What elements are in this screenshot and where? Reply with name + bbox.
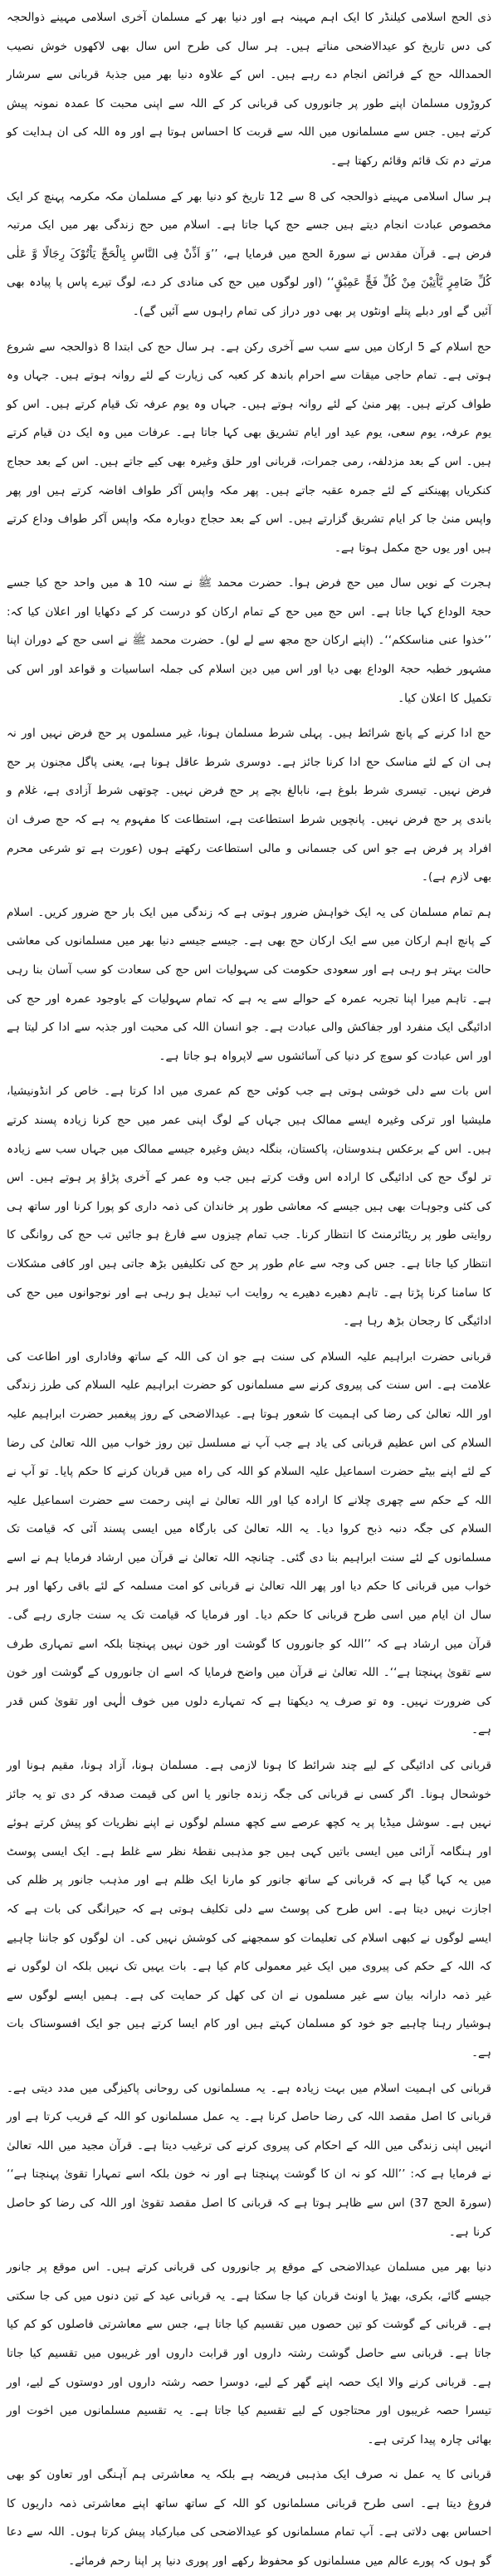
paragraph-hajj-conditions: حج ادا کرنے کے پانچ شرائط ہیں۔ پہلی شرط مسلمان ہونا، غیر مسلموں پر حج فرض نہیں اور نہ ہی ان کے لئے مناسک حج ادا کرنا جائز ہے۔ دوسری شرط عاقل ہونا ہے، یعنی پاگل مجنون پر حج فرض نہیں۔ تیسری شرط بلوغ ہے، نابالغ بچے پر حج فرض نہیں۔ چوتھی شرط آزادی ہے، غلام و باندی پر حج فرض نہیں۔ پانچویں شرط استطاعت ہے، استطاعت کا مفہوم یہ ہے کہ حج صرف ان افراد پر فرض ہے جو اس کی جسمانی و مالی استطاعت رکھتے ہوں (عورت ہے تو شرعی محرم بھی لازم ہے)۔ [7,727,491,884]
paragraph-farewell-hajj: ہجرت کے نویں سال میں حج فرض ہوا۔ حضرت محمد ﷺ نے سنہ 10 ھ میں واحد حج کیا جسے حجۃ الوداع کہا جاتا ہے۔ اس حج میں حج کے تمام ارکان کو درست کر کے دکھایا اور اعلان کیا کہ: ’’خذوا عنی مناسککم‘‘۔ (اپنے ارکان حج مجھ سے لے لو)۔ حضرت محمد ﷺ نے اسی حج کے دوران اپنا مشہور خطبہ حجۃ الوداع بھی دیا اور اس میں دین اسلام کی جملہ اساسیات و قواعد اور اس کی تکمیل کا اعلان کیا۔ [7,576,492,705]
paragraph-dhul-hijjah-intro: ذی الحج اسلامی کیلنڈر کا ایک اہم مہینہ ہے اور دنیا بھر کے مسلمان آخری اسلامی مہینے ذوالحجہ کی دس تاریخ کو عیدالاضحی مناتے ہیں۔ ہر سال کی طرح اس سال بھی لاکھوں خوش نصیب الحمداللہ حج کے فرائض انجام دے رہے ہیں۔ اس کے علاوہ دنیا بھر میں جذبۂ قربانی سے سرشار کروڑوں مسلمان اپنے طور پر جانوروں کی قربانی کر کے اللہ سے اپنی محبت کا عمدہ نمونہ پیش کرتے ہیں۔ جس سے مسلمانوں میں اللہ سے قربت کا احساس ہوتا ہے اور وہ اللہ کی ان ہدایت کو مرتے دم تک قائم وقائم رکھتا ہے۔ [7,11,491,168]
paragraph-hajj-description: ہر سال اسلامی مہینے ذوالحجہ کی 8 سے 12 تاریخ کو دنیا بھر کے مسلمان مکہ مکرمہ پہنچ کر ایک مخصوص عبادت انجام دیتے ہیں جسے حج کہا جاتا ہے۔ اسلام میں حج زندگی بھر میں ایک مرتبہ فرض ہے۔ قرآن مقدس نے سورۃ الحج میں فرمایا ہے، ’’وَ اَذِّنْ فِی النَّاسِ بِالْحَجِّ یَاْتُوْکَ رِجَالًا وَّ عَلٰی کُلِّ ضَامِرٍ یَّاْتِیْنَ مِنْ کُلِّ فَجٍّ عَمِیْقٍ‘‘ (اور لوگوں میں حج کی منادی کر دے، لوگ تیرے پاس پا پیادہ بھی آئیں گے اور دبلے پتلے اونٹوں پر بھی دور دراز کی تمام راہوں سے آئیں گے)۔ [7,189,491,318]
paragraph-hajj-wish: ہم تمام مسلمان کی یہ ایک خواہش ضرور ہوتی ہے کہ زندگی میں ایک بار حج ضرور کریں۔ اسلام کے پانچ اہم ارکان میں سے ایک ارکان حج بھی ہے۔ جیسے جیسے دنیا بھر میں مسلمانوں کی معاشی حالت بہتر ہو رہی ہے اور سعودی حکومت کی سہولیات اس حج کی سعادت کو سب آسان بنا رہی ہے۔ تاہم میرا اپنا تجربہ عمرہ کے حوالے سے یہ ہے کہ تمام سہولیات کے باوجود عمرہ اور حج کی ادائیگی ایک منفرد اور جفاکش والی عبادت ہے۔ جو انسان اللہ کی محبت اور جذبہ سے ادا کر لیتا ہے اور اس عبادت کو سوچ کر دنیا کی آسائشوں سے لاپرواہ ہو جاتا ہے۔ [7,905,491,1063]
paragraph-young-pilgrims: اس بات سے دلی خوشی ہوتی ہے جب کوئی حج کم عمری میں ادا کرتا ہے۔ خاص کر انڈونیشیا، ملیشیا اور ترکی وغیرہ ایسے ممالک ہیں جہاں کے لوگ اپنی عمر میں حج کرنا زیادہ پسند کرتے ہیں۔ اس کے برعکس ہندوستان، پاکستان، بنگلہ دیش وغیرہ جیسے ممالک میں جہاں سب سے زیادہ تر لوگ حج کی ادائیگی کا ارادہ اس وقت کرتے ہیں جب وہ عمر کے آخری پڑاؤ پر ہوتے ہیں۔ اس کی کئی وجوہات بھی ہیں جیسے کہ معاشی طور پر خاندان کی ذمہ داری کو پورا کرنا اور ساتھ ہی روایتی طور پر ریٹائرمنٹ کا انتظار کرنا۔ جب تمام چیزوں سے فارغ ہو جائیں تب حج کی روانگی کا انتظار کیا جاتا ہے۔ جس کی وجہ سے عام طور پر حج کی تکلیفیں بڑھ جاتی ہیں اور کافی مشکلات کا سامنا کرنا پڑتا ہے۔ تاہم دھیرے دھیرے یہ روایت اب تبدیل ہو رہی ہے اور نوجوانوں میں حج کی ادائیگی کا رجحان بڑھ رہا ہے۔ [7,1085,491,1329]
paragraph-meat-distribution: دنیا بھر میں مسلمان عیدالاضحی کے موقع پر جانوروں کی قربانی کرتے ہیں۔ اس موقع پر جانور جیسے گائے، بکری، بھیڑ یا اونٹ قربان کیا جا سکتا ہے۔ یہ قربانی عید کے تین دنوں میں کی جا سکتی ہے۔ قربانی کے گوشت کو تین حصوں میں تقسیم کیا جاتا ہے، جس سے معاشرتی فاصلوں کو کم کیا جاتا ہے۔ قربانی سے حاصل گوشت رشتہ داروں اور قرابت داروں اور غریبوں میں تقسیم کیا جاتا ہے۔ قربانی کرنے والا ایک حصہ اپنے گھر کے لیے، دوسرا حصہ رشتہ داروں اور دوستوں کے لیے، اور تیسرا حصہ غریبوں اور محتاجوں کے لیے تقسیم کیا جاتا ہے۔ یہ تقسیم مسلمانوں میں اخوت اور بھائی چارہ پیدا کرتی ہے۔ [7,2260,491,2446]
paragraph-sacrifice-importance: قربانی کی اہمیت اسلام میں بہت زیادہ ہے۔ یہ مسلمانوں کی روحانی پاکیزگی میں مدد دیتی ہے۔ قربانی کا اصل مقصد اللہ کی رضا حاصل کرنا ہے۔ یہ عمل مسلمانوں کو اللہ کے قریب کرتا ہے اور انہیں اپنی زندگی میں اللہ کے احکام کی پیروی کرنے کی ترغیب دیتا ہے۔ قرآن مجید میں اللہ تعالیٰ نے فرمایا ہے کہ: ’’اللہ کو نہ ان کا گوشت پہنچتا ہے اور نہ خون بلکہ اسے تمہارا تقویٰ پہنچتا ہے‘‘ (سورۃ الحج 37) اس سے ظاہر ہوتا ہے کہ قربانی کا اصل مقصد تقویٰ اور اللہ کی رضا کو حاصل کرنا ہے۔ [7,2081,491,2239]
paragraph-sacrifice-sunnah: قربانی حضرت ابراہیم علیہ السلام کی سنت ہے جو ان کی اللہ کے ساتھ وفاداری اور اطاعت کی علامت ہے۔ اس سنت کی پیروی کرنے سے مسلمانوں کو حضرت ابراہیم علیہ السلام کی طرز زندگی اور اللہ تعالیٰ کی رضا کی اہمیت کا شعور ہوتا ہے۔ عیدالاضحی کے روز پیغمبر حضرت ابراہیم علیہ السلام کی اس عظیم قربانی کی یاد ہے جب آپ نے مسلسل تین روز خواب میں اللہ تعالیٰ کی رضا کے لئے اپنے بیٹے حضرت اسماعیل علیہ السلام کو اللہ کی راہ میں قربان کرنے کا حکم پایا۔ تو آپ نے اللہ کے حکم سے چھری چلانے کا ارادہ کیا اور اللہ تعالیٰ نے اپنی رحمت سے حضرت اسماعیل علیہ السلام کی جگہ دنبہ ذبح کروا دیا۔ یہ اللہ تعالیٰ کی بارگاہ میں ایسی پسند آئی کہ قیامت تک مسلمانوں کے لئے سنت ابراہیم بنا دی گئی۔ چنانچہ اللہ تعالیٰ نے قرآن میں ارشاد فرمایا ہم نے اسے خواب میں قربانی کا حکم دیا اور پھر اللہ تعالیٰ نے قربانی کو امت مسلمہ کے لئے باقی رکھا اور ہر سال ان ایام میں اسی طرح قربانی کا حکم دیا۔ اور فرمایا کہ قیامت تک یہ سنت جاری رہے گی۔ قرآن میں ارشاد ہے کہ ’’اللہ کو جانوروں کا گوشت اور خون نہیں پہنچتا بلکہ اسے تمہاری طرف سے تقویٰ پہنچتا ہے‘‘۔ اللہ تعالیٰ نے قرآن میں واضح فرمایا کہ اسے ان جانوروں کے گوشت اور خون کی ضرورت نہیں۔ وہ تو صرف یہ دیکھتا ہے کہ تمہارے دلوں میں خوف الٰہی اور تقویٰ کس قدر ہے۔ [7,1349,491,1737]
paragraph-closing-greetings: قربانی کا یہ عمل نہ صرف ایک مذہبی فریضہ ہے بلکہ یہ معاشرتی ہم آہنگی اور تعاون کو بھی فروغ دیتا ہے۔ اسی طرح قربانی مسلمانوں کو اللہ کے ساتھ ساتھ اپنے معاشرتی ذمہ داریوں کا احساس بھی دلاتی ہے۔ آپ تمام مسلمانوں کو عیدالاضحی کی مبارکباد پیش کرتا ہوں۔ اللہ سے دعا گو ہوں کہ پورے عالم میں مسلمانوں کو محفوظ رکھے اور پوری دنیا پر اپنا رحم فرمائے۔ [7,2468,491,2569]
paragraph-sacrifice-conditions: قربانی کی ادائیگی کے لیے چند شرائط کا ہونا لازمی ہے۔ مسلمان ہونا، آزاد ہونا، مقیم ہونا اور خوشحال ہونا۔ اگر کسی نے قربانی کی جگہ زندہ جانور یا اس کی قیمت صدقہ کر دی تو یہ جائز نہیں ہے۔ سوشل میڈیا پر یہ کچھ عرصے سے کچھ مسلم لوگوں نے اپنے نظریات کو پیش کرتے ہوئے اور ہنگامہ آرائی میں ایسی باتیں کہی ہیں جو مذہبی نقطۂ نظر سے غلط ہے۔ ایک ایسی پوسٹ میں یہ کہا گیا ہے کہ قربانی کے ساتھ جانور کو مارنا ایک ظلم ہے اور مذہب جانور پر ظلم کی اجازت نہیں دیتا ہے۔ اس طرح کی پوسٹ سے دلی تکلیف ہوتی ہے کہ حیرانگی کی بات ہے کہ ایسے لوگوں نے کبھی اسلام کی تعلیمات کو سمجھنے کی کوشش نہیں کی۔ ان لوگوں کو جاننا چاہیے کہ اللہ کے حکم کی پیروی میں ایک غیر معمولی کام کیا ہے۔ بات یہیں تک نہیں بلکہ ان لوگوں نے غیر ذمہ دارانہ بیان سے غیر مسلموں نے ان کی کھل کر حمایت کی ہے۔ ہمیں ایسے لوگوں سے ہوشیار رہنا چاہیے جو خود کو مسلمان کہتے ہیں اور کام ایسا کرتے ہیں جو ایک افسوسناک بات ہے۔ [7,1759,491,2059]
paragraph-hajj-rituals: حج اسلام کے 5 ارکان میں سے سب سے آخری رکن ہے۔ ہر سال حج کی ابتدا 8 ذوالحجہ سے شروع ہوتی ہے۔ تمام حاجی میقات سے احرام باندھ کر کعبہ کی زیارت کے لئے روانہ ہوتے ہیں۔ جہاں وہ طواف کرتے ہیں۔ پھر منیٰ کے لئے روانہ ہوتے ہیں۔ جہاں وہ یوم عرفہ تک قیام کرتے ہیں۔ اس کو یوم عرفہ، یوم سعی، یوم عید اور ایام تشریق بھی کہا جاتا ہے۔ عرفات میں وہ ایک دن قیام کرتے ہیں۔ اس کے بعد مزدلفہ، رمی جمرات، قربانی اور حلق وغیرہ بھی کیے جاتے ہیں۔ اس کے بعد حجاج کنکریاں پھینکنے کے لئے جمرہ عقبہ جاتے ہیں۔ پھر مکہ واپس آکر طواف افاضہ کرتے ہیں اور پھر واپس منیٰ جا کر ایام تشریق گزارتے ہیں۔ اس کے بعد حجاج دوبارہ مکہ واپس آکر طواف وداع کرتے ہیں اور یوں حج مکمل ہوتا ہے۔ [7,340,491,555]
